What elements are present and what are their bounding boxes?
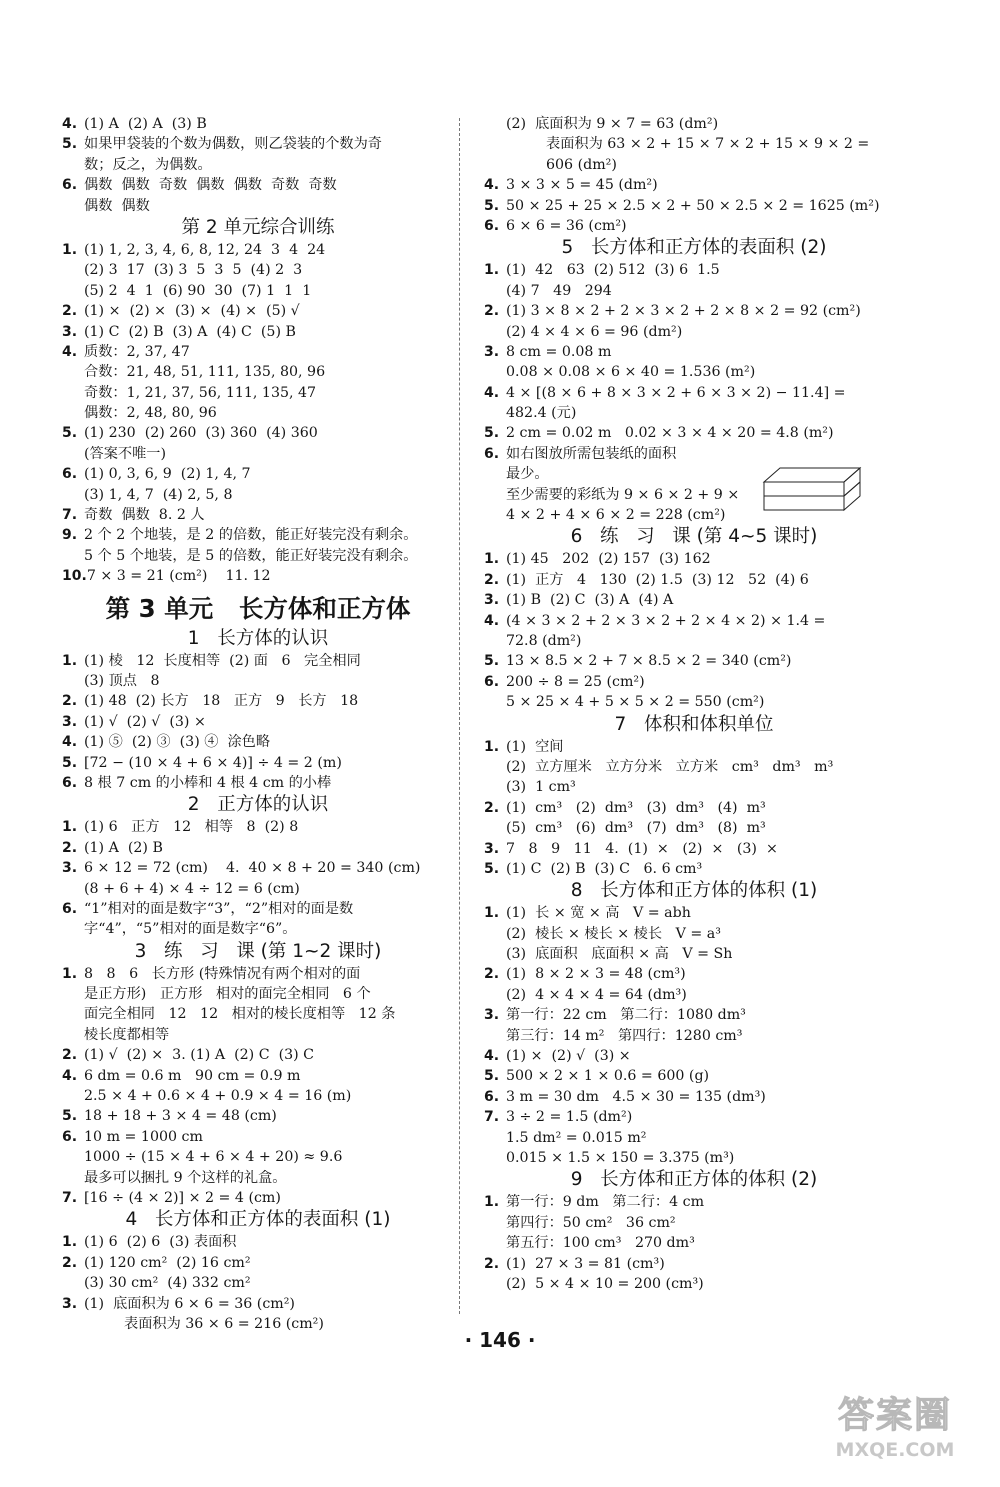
question-number: 5. <box>484 653 500 670</box>
answer-line <box>484 216 904 236</box>
answer-text: (1) 6 正方 12 相等 8 (2) 8 <box>84 819 299 836</box>
answer-line <box>62 671 454 691</box>
answer-line <box>62 403 454 423</box>
answer-text: 6 × 12 = 72 (cm) 4. 40 × 8 + 20 = 340 (cm) <box>84 860 421 877</box>
answer-line <box>484 651 904 671</box>
answer-line <box>484 383 904 403</box>
answer-text: (1) 底面积为 6 × 6 = 36 (cm²) <box>84 1295 295 1312</box>
answer-text: 最少。 <box>506 466 549 483</box>
answer-line <box>484 549 904 569</box>
question-number: 1. <box>62 965 78 982</box>
right-column <box>484 114 904 1294</box>
answer-line <box>484 1066 904 1086</box>
answer-line <box>62 838 454 858</box>
answer-line <box>484 757 904 777</box>
answer-text: (1) C (2) B (3) A (4) C (5) B <box>84 323 296 340</box>
question-number: 6. <box>62 1128 78 1145</box>
answer-line <box>62 919 454 939</box>
answer-text: 棱长度都相等 <box>84 1026 170 1043</box>
answer-line <box>62 155 454 175</box>
answer-text: 6 × 6 = 36 (cm²) <box>506 217 627 234</box>
answer-line <box>62 1232 454 1252</box>
answer-line <box>484 964 904 984</box>
answer-text: (1) 0, 3, 6, 9 (2) 1, 4, 7 <box>84 466 251 483</box>
answer-text: 8 cm = 0.08 m <box>506 343 612 360</box>
answer-line <box>484 134 904 154</box>
answer-text: (1) √ (2) × 3. (1) A (2) C (3) C <box>84 1047 315 1064</box>
answer-text: (1) × (2) √ (3) × <box>506 1048 631 1065</box>
answer-text: 3 m = 30 dm 4.5 × 30 = 135 (dm³) <box>506 1088 766 1105</box>
answer-text: (4 × 3 × 2 + 2 × 3 × 2 + 2 × 4 × 2) × 1.4 = <box>506 612 826 629</box>
answer-text: (5) 2 4 1 (6) 90 30 (7) 1 1 1 <box>84 282 312 299</box>
question-number: 5. <box>484 1068 500 1085</box>
answer-line <box>484 859 904 879</box>
answer-line <box>484 570 904 590</box>
answer-line <box>484 281 904 301</box>
answer-line <box>62 984 454 1004</box>
answer-line <box>62 1127 454 1147</box>
answer-text: 200 ÷ 8 = 25 (cm²) <box>506 673 645 690</box>
answer-line <box>62 505 454 525</box>
unit-title: 第 3 单元 长方体和正方体 <box>105 593 411 623</box>
question-number: 7. <box>62 1189 78 1206</box>
answer-text: (1) 42 63 (2) 512 (3) 6 1.5 <box>506 262 720 279</box>
answer-text: (1) B (2) C (3) A (4) A <box>506 592 674 609</box>
answer-text: 13 × 8.5 × 2 + 7 × 8.5 × 2 = 340 (cm²) <box>506 653 792 670</box>
answer-text: 第一行：9 dm 第二行：4 cm <box>506 1194 705 1211</box>
answer-line <box>484 1107 904 1127</box>
answer-text: 第一行：22 cm 第二行：1080 dm³ <box>506 1007 746 1024</box>
answer-line <box>62 546 454 566</box>
question-number: 10. <box>62 568 87 585</box>
answer-text: (1) 3 × 8 × 2 + 2 × 3 × 2 + 2 × 8 × 2 = 92 (cm²) <box>506 303 861 320</box>
answer-line <box>62 1294 454 1314</box>
answer-line <box>484 1213 904 1233</box>
answer-text: (1) A (2) B <box>84 839 163 856</box>
question-number: 5. <box>484 425 500 442</box>
answer-text: (3) 底面积 底面积 × 高 V = Sh <box>506 946 733 963</box>
answer-line <box>484 362 904 382</box>
answer-text: (1) 6 (2) 6 (3) 表面积 <box>84 1234 237 1251</box>
answer-line <box>62 1253 454 1273</box>
answer-text: 7 × 3 = 21 (cm²) 11. 12 <box>86 568 271 585</box>
answer-text: (1) 棱 12 长度相等 (2) 面 6 完全相同 <box>84 652 361 669</box>
question-number: 2. <box>62 303 78 320</box>
question-number: 5. <box>62 754 78 771</box>
watermark-logo <box>820 1395 970 1475</box>
answer-line <box>484 672 904 692</box>
answer-text: (3) 1, 4, 7 (4) 2, 5, 8 <box>84 486 233 503</box>
section-heading: 7 体积和体积单位 <box>614 713 774 735</box>
answer-line <box>62 1106 454 1126</box>
answer-line <box>484 1192 904 1212</box>
section-heading: 3 练 习 课 (第 1~2 课时) <box>134 940 382 962</box>
question-number: 1. <box>62 819 78 836</box>
answer-text: 2 个 2 个地装，是 2 的倍数，能正好装完没有剩余。 <box>84 527 418 544</box>
question-number: 6. <box>62 177 78 194</box>
answer-text: (1) 长 × 宽 × 高 V = abh <box>506 905 691 922</box>
answer-text: (2) 棱长 × 棱长 × 棱长 V = a³ <box>506 925 721 942</box>
answer-line <box>62 712 454 732</box>
question-number: 3. <box>484 840 500 857</box>
answer-text: 表面积为 63 × 2 + 15 × 7 × 2 + 15 × 9 × 2 = <box>546 136 870 153</box>
answer-text: 最多可以捆扎 9 个这样的礼盒。 <box>84 1169 287 1186</box>
answer-line <box>484 798 904 818</box>
question-number: 2. <box>62 1254 78 1271</box>
watermark-top: 答案圈 <box>837 1395 952 1436</box>
answer-line <box>62 240 454 260</box>
answer-line <box>62 525 454 545</box>
answer-text: 如右图放所需包装纸的面积 <box>506 445 677 462</box>
column-divider <box>459 118 460 1314</box>
question-number: 3. <box>62 713 78 730</box>
question-number: 3. <box>62 860 78 877</box>
question-number: 2. <box>484 799 500 816</box>
answer-line <box>62 383 454 403</box>
question-number: 3. <box>484 592 500 609</box>
section-heading: 4 长方体和正方体的表面积 (1) <box>125 1209 391 1231</box>
answer-line <box>62 732 454 752</box>
answer-line <box>62 566 454 586</box>
answer-text: 字“4”，“5”相对的面是数字“6”。 <box>84 921 297 938</box>
question-number: 5. <box>62 425 78 442</box>
answer-line <box>62 1188 454 1208</box>
answer-text: 如果甲袋装的个数为偶数，则乙袋装的个数为奇 <box>84 136 382 153</box>
stacked-boxes-figure <box>762 460 862 512</box>
question-number: 4. <box>484 384 500 401</box>
question-number: 2. <box>484 303 500 320</box>
answer-text: 5 × 25 × 4 + 5 × 5 × 2 = 550 (cm²) <box>506 694 765 711</box>
answer-text: 0.015 × 1.5 × 150 = 3.375 (m³) <box>506 1149 735 1166</box>
question-number: 4. <box>484 177 500 194</box>
question-number: 4. <box>62 1067 78 1084</box>
question-number: 1. <box>62 652 78 669</box>
answer-text: 第四行：50 cm² 36 cm² <box>506 1214 676 1231</box>
question-number: 3. <box>484 1007 500 1024</box>
answer-text: 第三行：14 m² 第四行：1280 cm³ <box>506 1027 743 1044</box>
question-number: 6. <box>484 217 500 234</box>
answer-text: 8 根 7 cm 的小棒和 4 根 4 cm 的小棒 <box>84 774 332 791</box>
question-number: 6. <box>484 445 500 462</box>
answer-text: 质数：2, 37, 47 <box>84 343 190 360</box>
question-number: 7. <box>484 1109 500 1126</box>
question-number: 4. <box>484 1048 500 1065</box>
answer-text: 482.4 (元) <box>506 405 577 422</box>
answer-line <box>484 924 904 944</box>
answer-line <box>484 777 904 797</box>
question-number: 4. <box>62 116 78 132</box>
answer-text: (2) 4 × 4 × 6 = 96 (dm²) <box>506 323 683 340</box>
answer-line <box>62 753 454 773</box>
answer-line <box>62 964 454 984</box>
page-number: · 146 · <box>464 1328 536 1352</box>
answer-line <box>484 1274 904 1294</box>
answer-line <box>62 1273 454 1293</box>
answer-line <box>62 444 454 464</box>
answer-text: 1000 ÷ (15 × 4 + 6 × 4 + 20) ≈ 9.6 <box>84 1149 343 1166</box>
answer-text: (2) 立方厘米 立方分米 立方米 cm³ dm³ m³ <box>506 758 834 775</box>
question-number: 2. <box>62 1047 78 1064</box>
answer-line <box>62 817 454 837</box>
answer-line <box>484 737 904 757</box>
answer-text: (1) ⑤ (2) ③ (3) ④ 涂色略 <box>84 734 271 751</box>
answer-text: (8 + 6 + 4) × 4 ÷ 12 = 6 (cm) <box>84 880 300 897</box>
answer-line <box>62 691 454 711</box>
section-heading: 5 长方体和正方体的表面积 (2) <box>561 237 827 259</box>
question-number: 5. <box>62 1108 78 1125</box>
question-number: 2. <box>484 571 500 588</box>
answer-text: (2) 3 17 (3) 3 5 3 5 (4) 2 3 <box>84 262 303 279</box>
answer-text: 18 + 18 + 3 × 4 = 48 (cm) <box>84 1108 277 1125</box>
answer-line <box>62 1086 454 1106</box>
answer-line <box>62 1004 454 1024</box>
answer-line <box>484 403 904 423</box>
answer-line <box>62 362 454 382</box>
answer-text: 偶数 偶数 奇数 偶数 偶数 奇数 奇数 <box>84 177 337 194</box>
answer-text: 奇数：1, 21, 37, 56, 111, 135, 47 <box>84 384 317 401</box>
answer-line <box>62 858 454 878</box>
answer-line <box>62 134 454 154</box>
answer-text: 表面积为 36 × 6 = 216 (cm²) <box>124 1315 324 1332</box>
answer-line <box>484 260 904 280</box>
answer-line <box>62 773 454 793</box>
answer-line <box>484 818 904 838</box>
answer-line <box>484 1233 904 1253</box>
answer-text: (1) A (2) A (3) B <box>84 116 207 132</box>
answer-line <box>484 1128 904 1148</box>
question-number: 3. <box>484 343 500 360</box>
question-number: 2. <box>62 693 78 710</box>
answer-text: “1”相对的面是数字“3”，“2”相对的面是数 <box>84 900 354 917</box>
answer-text: (1) 空间 <box>506 738 564 755</box>
answer-text: (1) 120 cm² (2) 16 cm² <box>84 1254 251 1271</box>
answer-text: (1) 27 × 3 = 81 (cm³) <box>506 1255 665 1272</box>
answer-line <box>484 155 904 175</box>
answer-line <box>62 1147 454 1167</box>
answer-text: 8 8 6 长方形 (特殊情况有两个相对的面 <box>84 965 361 982</box>
answer-line <box>62 196 454 216</box>
answer-text: (1) C (2) B (3) C 6. 6 cm³ <box>506 860 703 877</box>
answer-text: 偶数：2, 48, 80, 96 <box>84 405 217 422</box>
question-number: 5. <box>62 136 78 153</box>
answer-line <box>62 260 454 280</box>
answer-text: 面完全相同 12 12 相对的棱长度相等 12 条 <box>84 1006 396 1023</box>
answer-text: 606 (dm²) <box>546 156 617 173</box>
answer-text: (3) 顶点 8 <box>84 672 160 689</box>
answer-text: (1) 8 × 2 × 3 = 48 (cm³) <box>506 966 686 983</box>
answer-text: (2) 底面积为 9 × 7 = 63 (dm²) <box>506 116 719 132</box>
question-number: 4. <box>62 734 78 751</box>
question-number: 6. <box>484 673 500 690</box>
answer-line <box>484 301 904 321</box>
question-number: 1. <box>484 1194 500 1211</box>
answer-text: 500 × 2 × 1 × 0.6 = 600 (g) <box>506 1068 710 1085</box>
answer-text: (4) 7 49 294 <box>506 282 612 299</box>
answer-line <box>484 1148 904 1168</box>
answer-line <box>484 114 904 134</box>
question-number: 2. <box>484 966 500 983</box>
left-column <box>62 114 454 1334</box>
answer-line <box>62 1045 454 1065</box>
answer-line <box>484 1005 904 1025</box>
question-number: 6. <box>62 900 78 917</box>
answer-text: 第五行：100 cm³ 270 dm³ <box>506 1235 695 1252</box>
answer-text: (1) 45 202 (2) 157 (3) 162 <box>506 551 711 568</box>
answer-line <box>62 423 454 443</box>
answer-text: (1) √ (2) √ (3) × <box>84 713 206 730</box>
answer-text: 3 × 3 × 5 = 45 (dm²) <box>506 177 658 194</box>
section-heading: 8 长方体和正方体的体积 (1) <box>570 880 818 902</box>
answer-text: 3 ÷ 2 = 1.5 (dm²) <box>506 1109 633 1126</box>
answer-text: (1) × (2) × (3) × (4) × (5) √ <box>84 303 300 320</box>
question-number: 6. <box>484 1088 500 1105</box>
answer-line <box>484 1087 904 1107</box>
question-number: 7. <box>62 507 78 524</box>
answer-text: 5 个 5 个地装，是 5 的倍数，能正好装完没有剩余。 <box>84 547 418 564</box>
section-heading: 第 2 单元综合训练 <box>181 216 335 238</box>
question-number: 5. <box>484 197 500 214</box>
section-heading: 6 练 习 课 (第 4~5 课时) <box>570 526 818 548</box>
answer-line <box>62 281 454 301</box>
answer-text: (2) 5 × 4 × 10 = 200 (cm³) <box>506 1275 704 1292</box>
section-heading: 2 正方体的认识 <box>187 794 329 816</box>
answer-line <box>62 1168 454 1188</box>
question-number: 1. <box>62 1234 78 1251</box>
answer-text: 2.5 × 4 + 0.6 × 4 + 0.9 × 4 = 16 (m) <box>84 1088 352 1105</box>
answer-line <box>484 1254 904 1274</box>
answer-line <box>62 651 454 671</box>
answer-line <box>62 342 454 362</box>
answer-line <box>62 1066 454 1086</box>
question-number: 3. <box>62 1295 78 1312</box>
answer-line <box>62 114 454 134</box>
question-number: 2. <box>62 839 78 856</box>
answer-line <box>484 985 904 1005</box>
answer-line <box>62 301 454 321</box>
answer-text: 偶数 偶数 <box>84 197 150 214</box>
answer-text: 50 × 25 + 25 × 2.5 × 2 + 50 × 2.5 × 2 = 1625 (m²) <box>506 197 880 214</box>
section-heading: 1 长方体的认识 <box>187 627 329 649</box>
answer-text: (1) 1, 2, 3, 4, 6, 8, 12, 24 3 4 24 <box>84 241 326 258</box>
answer-line <box>62 175 454 195</box>
answer-line <box>484 839 904 859</box>
answer-text: 2 cm = 0.02 m 0.02 × 3 × 4 × 20 = 4.8 (m²) <box>506 425 834 442</box>
question-number: 1. <box>62 241 78 258</box>
question-number: 1. <box>484 905 500 922</box>
question-number: 2. <box>484 1255 500 1272</box>
answer-line <box>484 590 904 610</box>
answer-text: 0.08 × 0.08 × 6 × 40 = 1.536 (m²) <box>506 364 756 381</box>
question-number: 9. <box>62 527 78 544</box>
answer-text: (3) 1 cm³ <box>506 779 576 796</box>
answer-text: 7 8 9 11 4. (1) × (2) × (3) × <box>506 840 778 857</box>
watermark-url: MXQE.COM <box>835 1439 955 1461</box>
question-number: 1. <box>484 551 500 568</box>
answer-line <box>484 1046 904 1066</box>
answer-line <box>484 611 904 631</box>
answer-line <box>484 342 904 362</box>
answer-line <box>484 631 904 651</box>
question-number: 5. <box>484 860 500 877</box>
answer-line <box>62 879 454 899</box>
answer-text: (1) 48 (2) 长方 18 正方 9 长方 18 <box>84 693 359 710</box>
answer-text: 72.8 (dm²) <box>506 632 582 649</box>
answer-text: (2) 4 × 4 × 4 = 64 (dm³) <box>506 986 687 1003</box>
question-number: 6. <box>62 466 78 483</box>
answer-line <box>484 322 904 342</box>
answer-text: (1) 正方 4 130 (2) 1.5 (3) 12 52 (4) 6 <box>506 571 809 588</box>
answer-line <box>484 196 904 216</box>
question-number: 1. <box>484 738 500 755</box>
answer-text: (1) 230 (2) 260 (3) 360 (4) 360 <box>84 425 318 442</box>
answer-text: (1) cm³ (2) dm³ (3) dm³ (4) m³ <box>506 799 766 816</box>
answer-text: 6 dm = 0.6 m 90 cm = 0.9 m <box>84 1067 301 1084</box>
answer-line <box>62 464 454 484</box>
answer-text: [72 − (10 × 4 + 6 × 4)] ÷ 4 = 2 (m) <box>84 754 342 771</box>
answer-text: 奇数 偶数 8. 2 人 <box>84 507 205 524</box>
answer-line <box>62 1025 454 1045</box>
question-number: 1. <box>484 262 500 279</box>
answer-text: (3) 30 cm² (4) 332 cm² <box>84 1275 251 1292</box>
answer-line <box>484 944 904 964</box>
answer-line <box>62 322 454 342</box>
question-number: 4. <box>62 343 78 360</box>
answer-text: (答案不唯一) <box>84 445 167 462</box>
answer-text: 10 m = 1000 cm <box>84 1128 203 1145</box>
answer-line <box>484 175 904 195</box>
answer-text: 合数：21, 48, 51, 111, 135, 80, 96 <box>84 364 326 381</box>
answer-line <box>484 1026 904 1046</box>
answer-text: 1.5 dm² = 0.015 m² <box>506 1129 647 1146</box>
question-number: 3. <box>62 323 78 340</box>
answer-text: 至少需要的彩纸为 9 × 6 × 2 + 9 × <box>506 486 740 503</box>
answer-line <box>62 485 454 505</box>
section-heading: 9 长方体和正方体的体积 (2) <box>570 1169 818 1191</box>
question-number: 6. <box>62 774 78 791</box>
answer-text: 是正方形) 正方形 相对的面完全相同 6 个 <box>84 986 371 1003</box>
question-number: 4. <box>484 612 500 629</box>
answer-line <box>62 899 454 919</box>
answer-line <box>484 903 904 923</box>
answer-line <box>484 692 904 712</box>
answer-text: 数；反之，为偶数。 <box>84 156 212 173</box>
answer-text: 4 × [(8 × 6 + 8 × 3 × 2 + 6 × 3 × 2) − 11.4] = <box>506 384 846 401</box>
answer-line <box>484 423 904 443</box>
answer-text: 4 × 2 + 4 × 6 × 2 = 228 (cm²) <box>506 507 726 524</box>
answer-text: (5) cm³ (6) dm³ (7) dm³ (8) m³ <box>506 820 766 837</box>
answer-text: [16 ÷ (4 × 2)] × 2 = 4 (cm) <box>84 1189 281 1206</box>
